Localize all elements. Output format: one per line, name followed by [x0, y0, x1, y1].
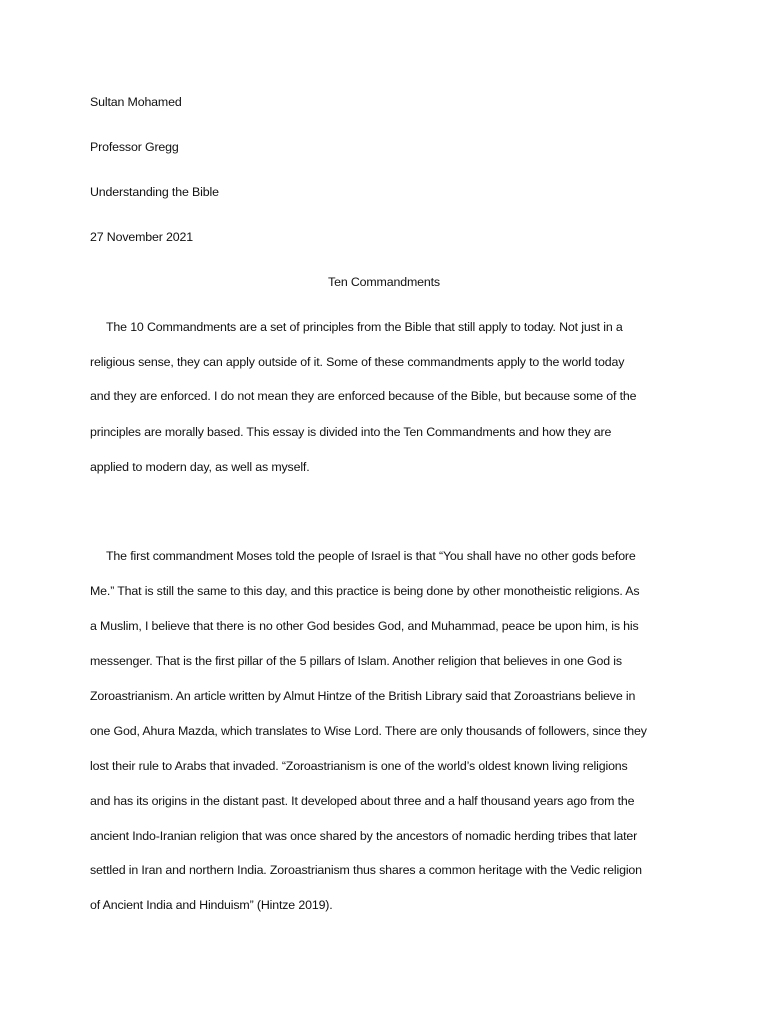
paragraph-line: applied to modern day, as well as myself.: [90, 460, 310, 474]
paragraph-line: and they are enforced. I do not mean they are enforced because of the Bible, but because some of the: [90, 389, 637, 403]
paragraph-line: and has its origins in the distant past. It developed about three and a half thousand years ago from the: [90, 794, 635, 808]
paragraph-line: Me.” That is still the same to this day, and this practice is being done by other monotheistic religions. As: [90, 584, 640, 598]
paragraph-line: principles are morally based. This essay is divided into the Ten Commandments and how they are: [90, 425, 612, 439]
paragraph-line: ancient Indo-Iranian religion that was once shared by the ancestors of nomadic herding tribes that later: [90, 829, 638, 843]
paragraph-line: settled in Iran and northern India. Zoroastrianism thus shares a common heritage with the Vedic religion: [90, 863, 642, 877]
paragraph-line: Zoroastrianism. An article written by Almut Hintze of the British Library said that Zoroastrians believe in: [90, 689, 636, 703]
paragraph-line: a Muslim, I believe that there is no other God besides God, and Muhammad, peace be upon him, is his: [90, 619, 639, 633]
paragraph-line: religious sense, they can apply outside of it. Some of these commandments apply to the world today: [90, 355, 625, 369]
author-name: Sultan Mohamed: [90, 95, 182, 109]
paragraph-line: of Ancient India and Hinduism” (Hintze 2019).: [90, 898, 333, 912]
paragraph-line: The first commandment Moses told the people of Israel is that “You shall have no other gods before: [106, 549, 636, 563]
paragraph-line: The 10 Commandments are a set of principles from the Bible that still apply to today. Not just in a: [106, 320, 623, 334]
paragraph-line: messenger. That is the first pillar of the 5 pillars of Islam. Another religion that believes in one God is: [90, 654, 622, 668]
paragraph-line: one God, Ahura Mazda, which translates to Wise Lord. There are only thousands of followers, since they: [90, 724, 647, 738]
professor-name: Professor Gregg: [90, 140, 179, 154]
essay-date: 27 November 2021: [90, 230, 193, 244]
essay-title: Ten Commandments: [328, 275, 440, 289]
paragraph-line: lost their rule to Arabs that invaded. “Zoroastrianism is one of the world’s oldest known living religions: [90, 759, 628, 773]
course-name: Understanding the Bible: [90, 185, 219, 199]
